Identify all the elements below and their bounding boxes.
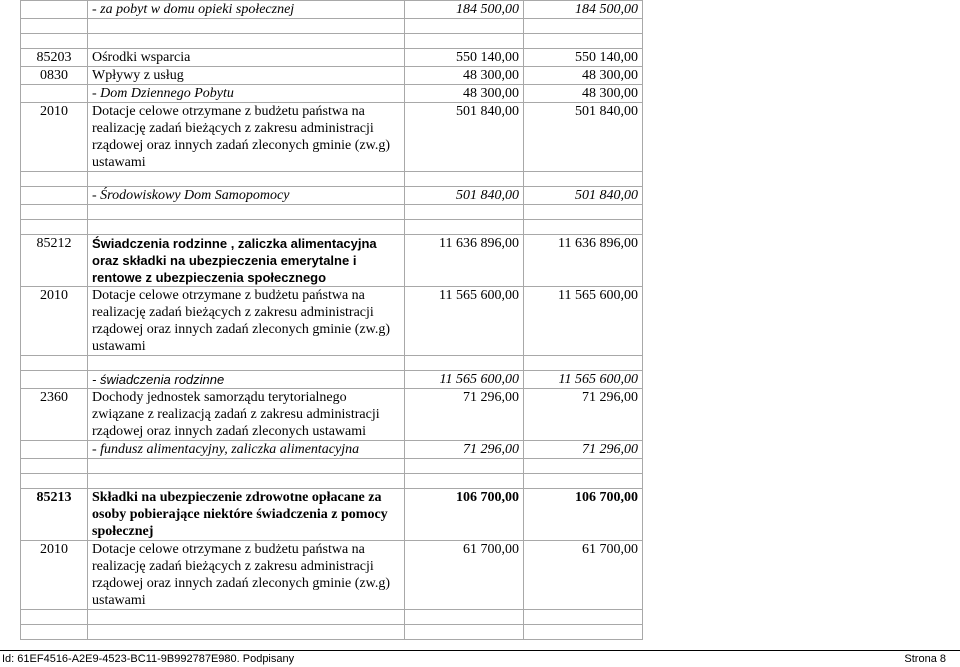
- plan-cell: 11 565 600,00: [405, 371, 524, 389]
- table-row: [21, 49, 643, 67]
- section-code-cell: 85212: [21, 235, 88, 287]
- budget-table: [20, 0, 643, 640]
- spacer-row: [21, 610, 643, 625]
- after-cell: 501 840,00: [524, 187, 643, 205]
- after-cell: 48 300,00: [524, 85, 643, 103]
- spacer-row: [21, 356, 643, 371]
- section-code-cell: 85203: [21, 49, 88, 67]
- desc-cell: - za pobyt w domu opieki społecznej: [88, 1, 405, 19]
- plan-cell: 550 140,00: [405, 49, 524, 67]
- desc-cell: - Dom Dziennego Pobytu: [88, 85, 405, 103]
- desc-cell: Dotacje celowe otrzymane z budżetu państwa na realizację zadań bieżących z zakresu administracji rządowej oraz innych zadań zleconych gminie (zw.g) ustawami: [88, 541, 405, 610]
- spacer-row: [21, 474, 643, 489]
- desc-cell: Dotacje celowe otrzymane z budżetu państwa na realizację zadań bieżących z zakresu administracji rządowej oraz innych zadań zleconych gminie (zw.g) ustawami: [88, 287, 405, 356]
- after-cell: 501 840,00: [524, 103, 643, 172]
- table-row: [21, 85, 643, 103]
- table-row: [21, 441, 643, 459]
- desc-cell: Dochody jednostek samorządu terytorialnego związane z realizacją zadań z zakresu administracji rządowej oraz innych zadań zleconych ustawami: [88, 389, 405, 441]
- table-row: [21, 67, 643, 85]
- code-cell: [21, 85, 88, 103]
- desc-cell: - Środowiskowy Dom Samopomocy: [88, 187, 405, 205]
- desc-cell: Ośrodki wsparcia: [88, 49, 405, 67]
- plan-cell: 501 840,00: [405, 187, 524, 205]
- budget-table-container: [20, 0, 638, 640]
- plan-cell: 11 636 896,00: [405, 235, 524, 287]
- desc-cell: - fundusz alimentacyjny, zaliczka alimentacyjna: [88, 441, 405, 459]
- page-number: Strona 8: [904, 653, 946, 665]
- paragraph-code-cell: 2360: [21, 389, 88, 441]
- plan-cell: 61 700,00: [405, 541, 524, 610]
- after-cell: 106 700,00: [524, 489, 643, 541]
- code-cell: [21, 1, 88, 19]
- after-cell: 71 296,00: [524, 389, 643, 441]
- document-id-signature: Id: 61EF4516-A2E9-4523-BC11-9B992787E980. Podpisany: [2, 653, 295, 665]
- after-cell: 184 500,00: [524, 1, 643, 19]
- paragraph-code-cell: 2010: [21, 287, 88, 356]
- footer-divider: [0, 650, 960, 651]
- after-cell: 61 700,00: [524, 541, 643, 610]
- table-row: [21, 489, 643, 541]
- table-row: [21, 235, 643, 287]
- after-cell: 11 565 600,00: [524, 287, 643, 356]
- table-row: [21, 187, 643, 205]
- page-footer: [0, 652, 960, 667]
- plan-cell: 11 565 600,00: [405, 287, 524, 356]
- paragraph-code-cell: 2010: [21, 541, 88, 610]
- plan-cell: 71 296,00: [405, 389, 524, 441]
- after-cell: 48 300,00: [524, 67, 643, 85]
- paragraph-code-cell: 2010: [21, 103, 88, 172]
- spacer-row: [21, 220, 643, 235]
- table-row: [21, 1, 643, 19]
- code-cell: [21, 187, 88, 205]
- plan-cell: 106 700,00: [405, 489, 524, 541]
- code-cell: [21, 371, 88, 389]
- after-cell: 11 565 600,00: [524, 371, 643, 389]
- table-row: [21, 103, 643, 172]
- section-code-cell: 85213: [21, 489, 88, 541]
- spacer-row: [21, 34, 643, 49]
- desc-cell: Świadczenia rodzinne , zaliczka alimentacyjna oraz składki na ubezpieczenia emerytalne i rentowe z ubezpieczenia społecznego: [88, 235, 405, 287]
- table-row: [21, 541, 643, 610]
- table-row: [21, 287, 643, 356]
- spacer-row: [21, 205, 643, 220]
- desc-cell: - świadczenia rodzinne: [88, 371, 405, 389]
- after-cell: 71 296,00: [524, 441, 643, 459]
- plan-cell: 48 300,00: [405, 85, 524, 103]
- table-row: [21, 371, 643, 389]
- desc-cell: Dotacje celowe otrzymane z budżetu państwa na realizację zadań bieżących z zakresu administracji rządowej oraz innych zadań zleconych gminie (zw.g) ustawami: [88, 103, 405, 172]
- spacer-row: [21, 459, 643, 474]
- desc-cell: Wpływy z usług: [88, 67, 405, 85]
- spacer-row: [21, 625, 643, 640]
- table-row: [21, 389, 643, 441]
- after-cell: 11 636 896,00: [524, 235, 643, 287]
- spacer-row: [21, 19, 643, 34]
- plan-cell: 184 500,00: [405, 1, 524, 19]
- after-cell: 550 140,00: [524, 49, 643, 67]
- plan-cell: 48 300,00: [405, 67, 524, 85]
- spacer-row: [21, 172, 643, 187]
- desc-cell: Składki na ubezpieczenie zdrowotne opłacane za osoby pobierające niektóre świadczenia z pomocy społecznej: [88, 489, 405, 541]
- code-cell: [21, 441, 88, 459]
- paragraph-code-cell: 0830: [21, 67, 88, 85]
- plan-cell: 501 840,00: [405, 103, 524, 172]
- plan-cell: 71 296,00: [405, 441, 524, 459]
